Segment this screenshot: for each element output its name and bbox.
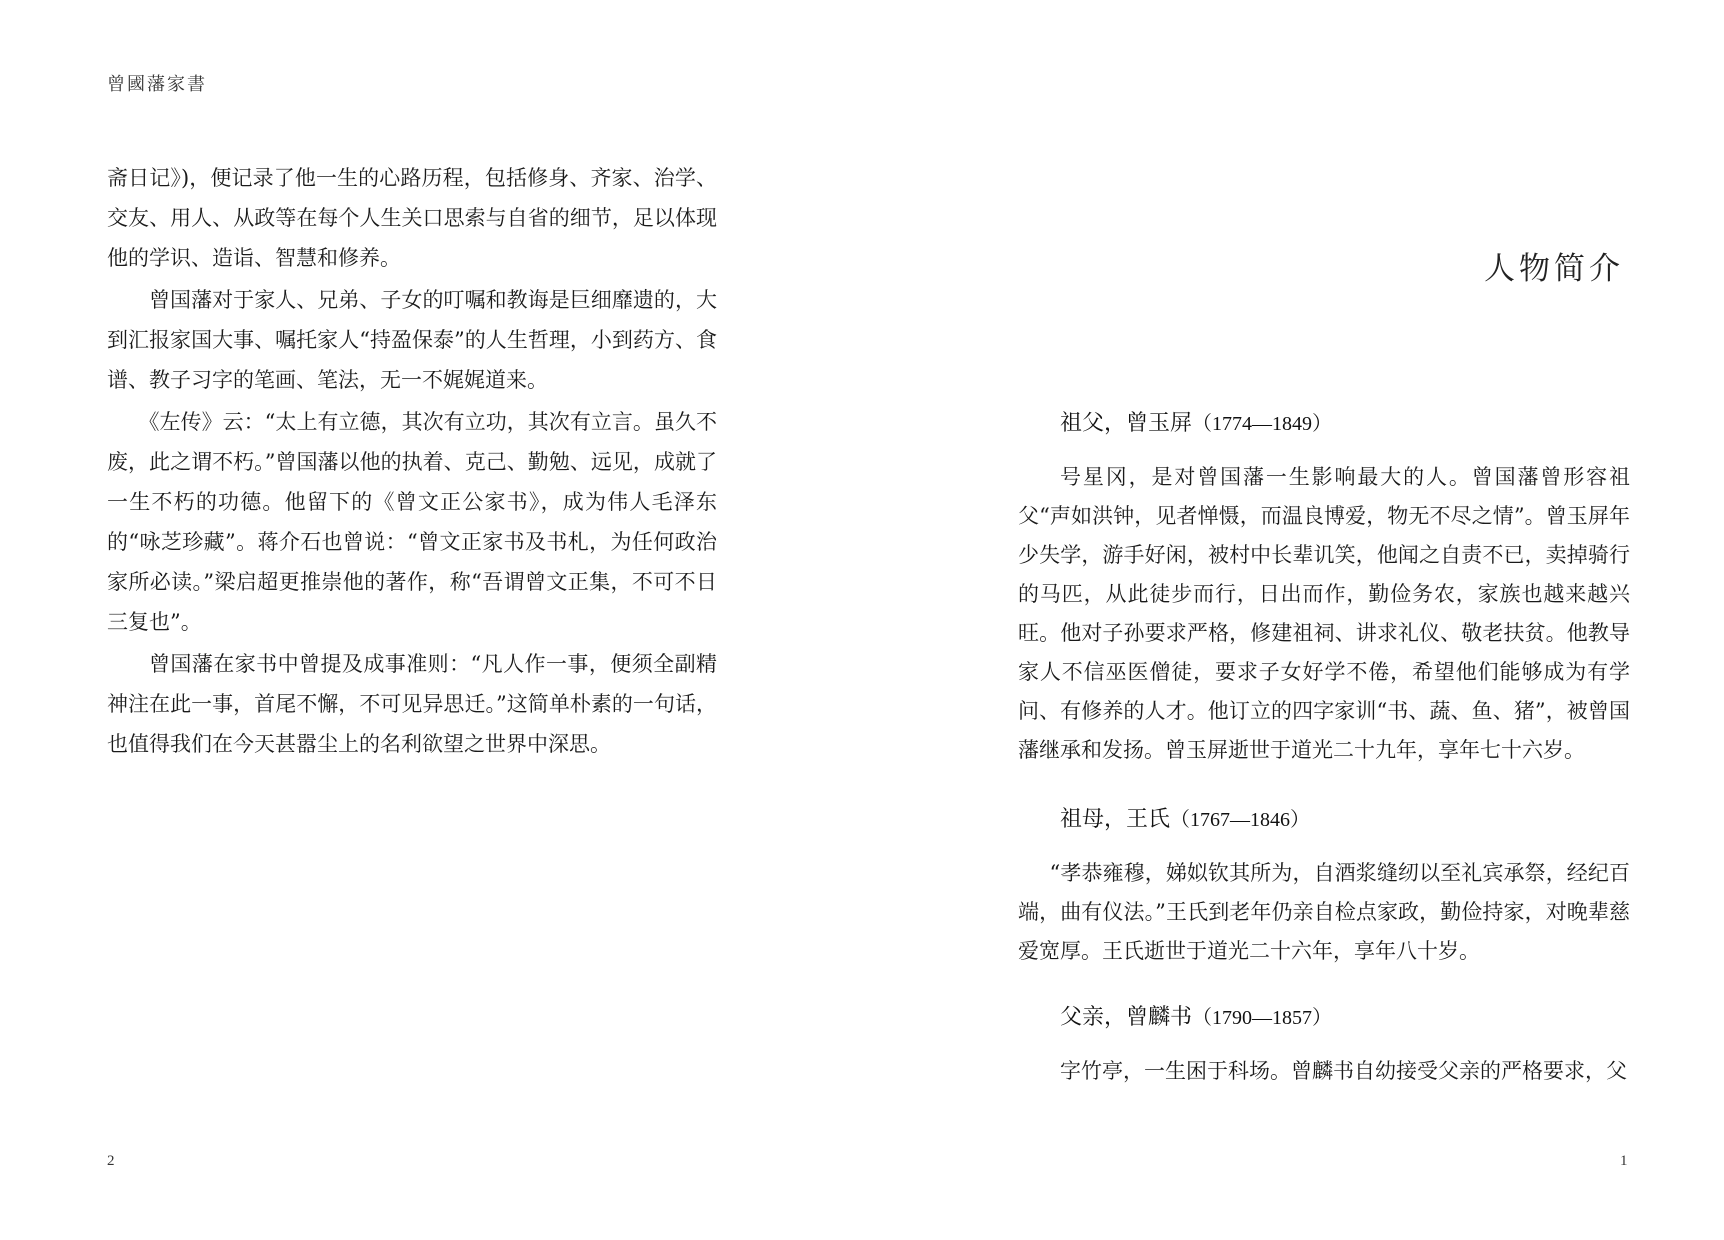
biography-entry	[1018, 998, 1630, 1091]
paragraph: 《左传》云：“太上有立德，其次有立功，其次有立言。虽久不废，此之谓不朽。”曾国藩以他的执着、克己、勤勉、远见，成就了一生不朽的功德。他留下的《曾文正公家书》，成为伟人毛泽东的“咏芝珍藏”。蒋介石也曾说：“曾文正家书及书札，为任何政治家所必读。”梁启超更推崇他的著作，称“吾谓曾文正集，不可不日三复也”。	[107, 410, 717, 634]
entry-text: 字竹亭，一生困于科场。曾麟书自幼接受父亲的严格要求，父	[1060, 1059, 1627, 1083]
section-title: 人物简介	[1484, 251, 1624, 287]
page-number: 2	[107, 1153, 115, 1169]
entry-name: 祖父，曾玉屏	[1060, 411, 1193, 436]
entry-years: （1774—1849）	[1192, 413, 1333, 435]
paragraph: 曾国藩对于家人、兄弟、子女的叮嘱和教诲是巨细靡遗的，大到汇报家国大事、嘱托家人“持盈保泰”的人生哲理，小到药方、食谱、教子习字的笔画、笔法，无一不娓娓道来。	[107, 288, 717, 392]
running-header: 曾國藩家書	[107, 74, 207, 95]
entry-years: （1767—1846）	[1170, 809, 1311, 831]
entry-name: 祖母，王氏	[1060, 807, 1171, 832]
entry-heading	[1018, 998, 1630, 1038]
entry-text: “孝恭雍穆，娣姒钦其所为，自酒浆缝纫以至礼宾承祭，经纪百端，曲有仪法。”王氏到老年仍亲自检点家政，勤俭持家，对晚辈慈爱宽厚。王氏逝世于道光二十六年，享年八十岁。	[1018, 861, 1630, 963]
entry-years: （1790—1857）	[1192, 1007, 1333, 1029]
right-page	[862, 0, 1724, 1240]
paragraph: 曾国藩在家书中曾提及成事准则：“凡人作一事，便须全副精神注在此一事，首尾不懈，不可见异思迁。”这简单朴素的一句话，也值得我们在今天甚嚣尘上的名利欲望之世界中深思。	[107, 652, 717, 756]
biography-entry	[1018, 404, 1630, 770]
entry-name: 父亲，曾麟书	[1060, 1005, 1193, 1030]
entry-heading	[1018, 800, 1630, 840]
page-number: 1	[1620, 1153, 1628, 1169]
entry-text: 号星冈，是对曾国藩一生影响最大的人。曾国藩曾形容祖父“声如洪钟，见者惮慑，而温良博爱，物无不尽之情”。曾玉屏年少失学，游手好闲，被村中长辈讥笑，他闻之自责不已，卖掉骑行的马匹，从此徒步而行，日出而作，勤俭务农，家族也越来越兴旺。他对子孙要求严格，修建祖祠、讲求礼仪、敬老扶贫。他教导家人不信巫医僧徒，要求子女好学不倦，希望他们能够成为有学问、有修养的人才。他订立的四字家训“书、蔬、鱼、猪”，被曾国藩继承和发扬。曾玉屏逝世于道光二十九年，享年七十六岁。	[1018, 465, 1630, 762]
left-page-body	[107, 158, 717, 766]
entry-heading	[1018, 404, 1630, 444]
biography-entry	[1018, 800, 1630, 971]
paragraph: 斋日记》)，便记录了他一生的心路历程，包括修身、齐家、治学、交友、用人、从政等在每个人生关口思索与自省的细节，足以体现他的学识、造诣、智慧和修养。	[107, 166, 717, 270]
